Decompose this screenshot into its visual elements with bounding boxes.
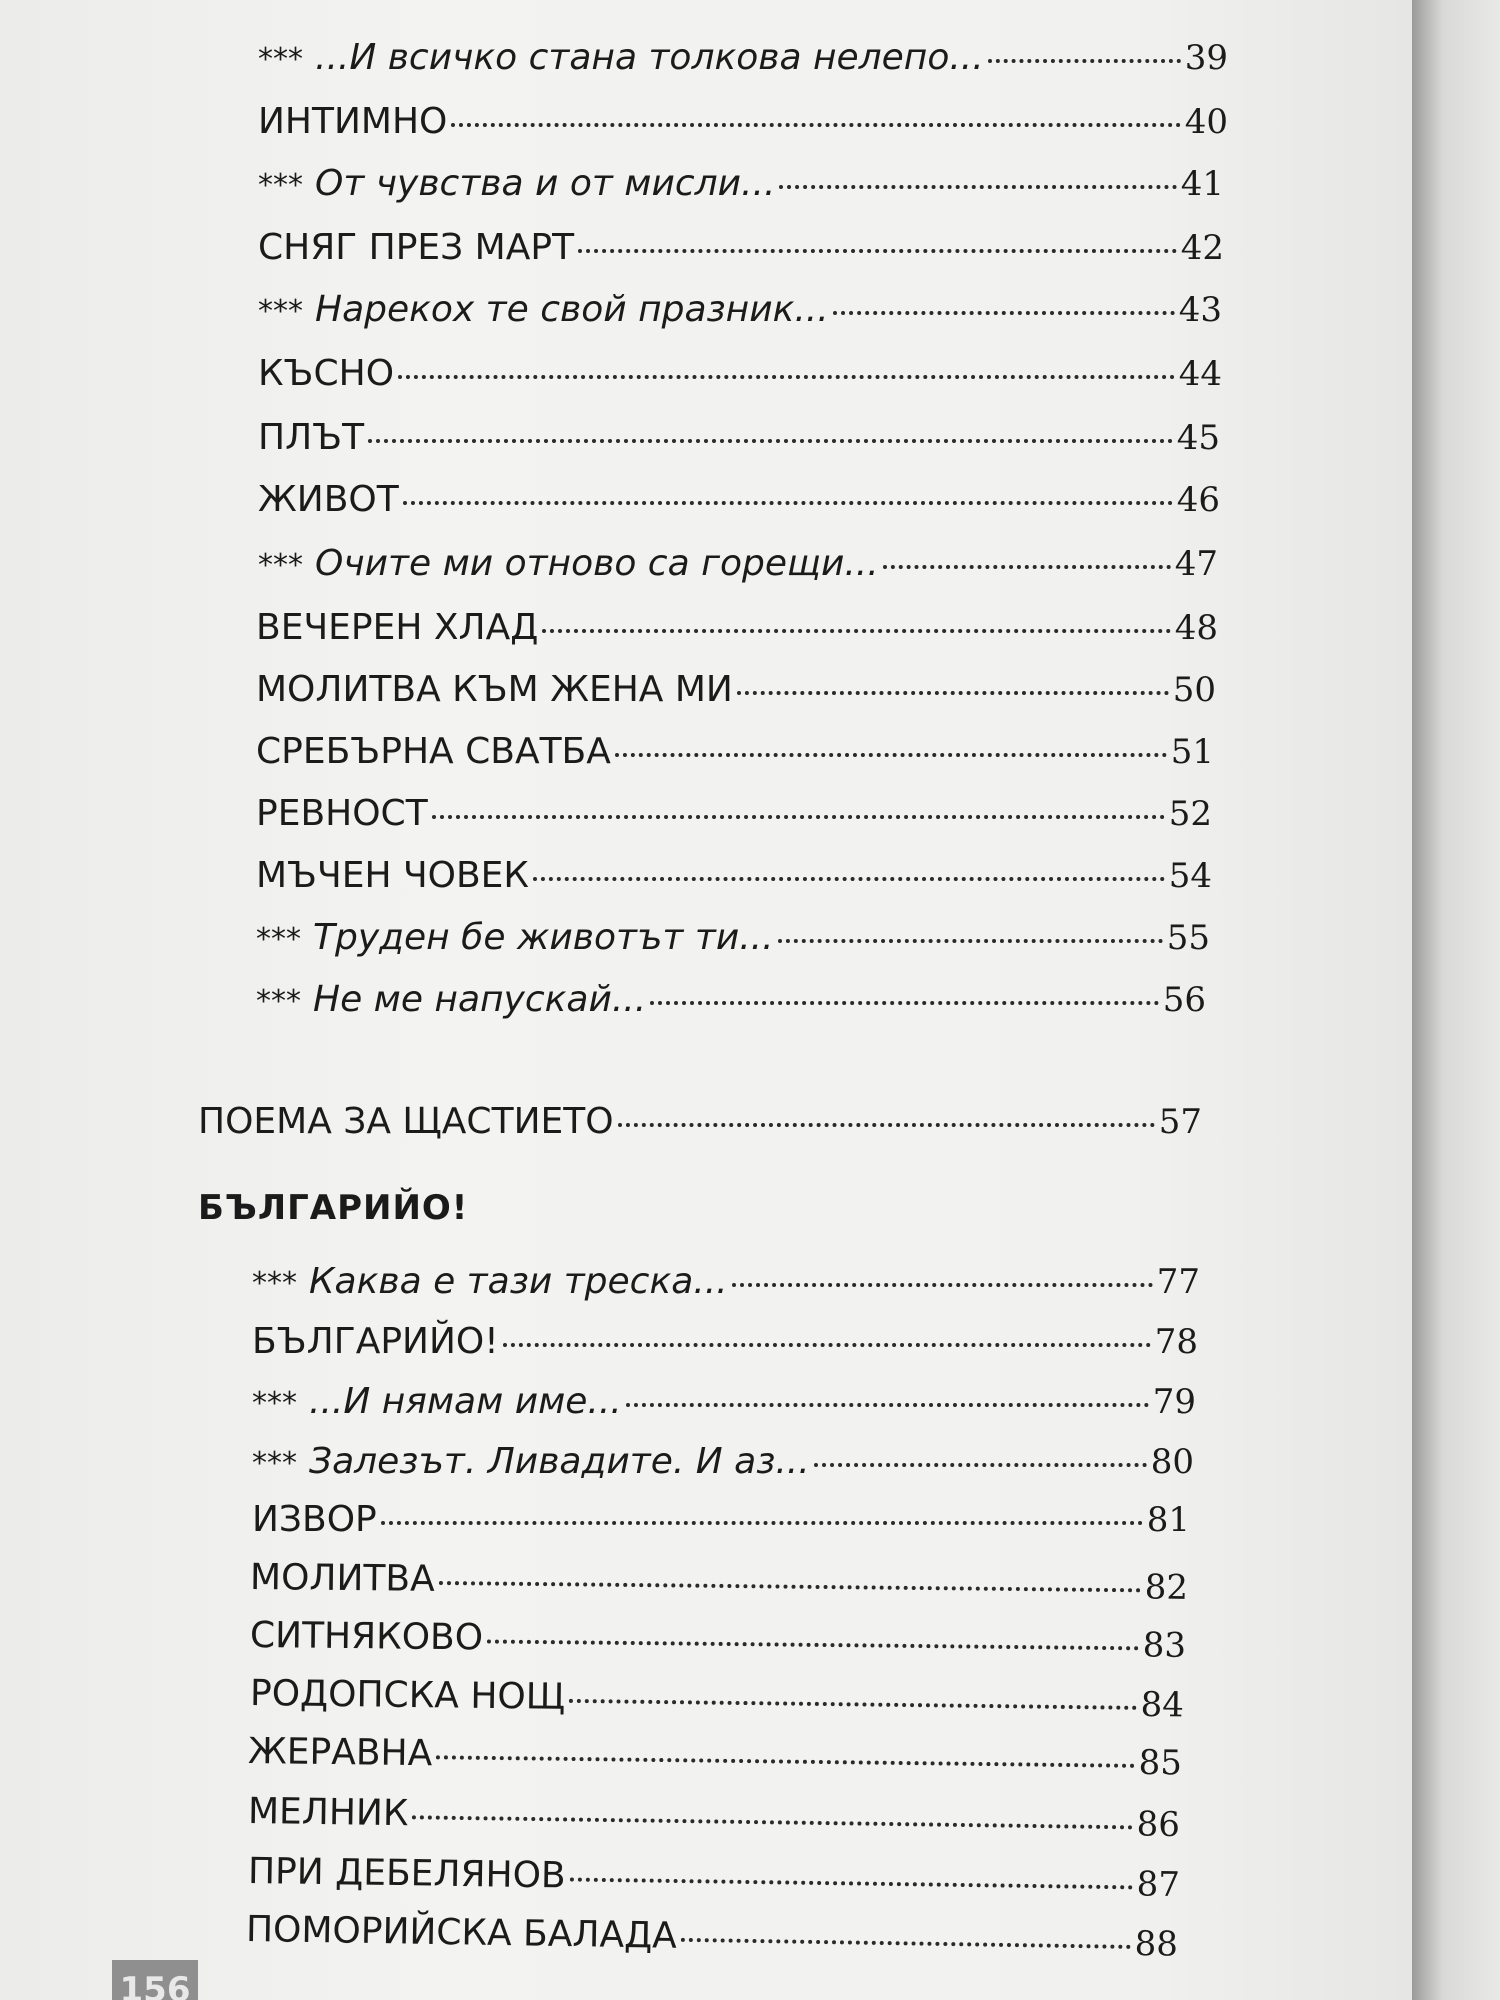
toc-entry: [248, 1788, 1181, 1849]
dot-leader: [436, 1755, 1134, 1768]
dot-leader: [570, 1877, 1133, 1889]
entry-title: ИНТИМНО: [258, 101, 448, 142]
dot-leader: [681, 1938, 1131, 1949]
toc-entry: [258, 98, 1228, 146]
entry-stars: ***: [252, 1386, 297, 1421]
toc-entry: [246, 1906, 1179, 1969]
entry-title: КЪСНО: [258, 353, 395, 394]
entry-page: 55: [1166, 918, 1210, 958]
entry-title: МЕЛНИК: [247, 1791, 409, 1835]
entry-title: ...И нямам име...: [309, 1381, 622, 1422]
toc-entry: [248, 1728, 1183, 1787]
entry-title: Очите ми отново са горещи...: [315, 543, 879, 584]
entry-title: От чувства и от мисли...: [315, 163, 776, 204]
entry-page: 86: [1136, 1804, 1181, 1846]
dot-leader: [737, 691, 1169, 695]
entry-title: РОДОПСКА НОЩ: [249, 1673, 566, 1718]
entry-title: МЪЧЕН ЧОВЕК: [256, 855, 529, 896]
entry-page: 45: [1176, 418, 1220, 458]
entry-stars: ***: [258, 294, 303, 329]
toc-entry: [258, 286, 1222, 336]
toc-entry: [256, 976, 1206, 1026]
entry-stars: ***: [256, 984, 301, 1019]
toc-entry: [258, 34, 1228, 84]
entry-title: ЖИВОТ: [258, 479, 399, 520]
book-gutter: [1412, 0, 1500, 2000]
entry-page: 82: [1144, 1567, 1189, 1608]
toc-entry: [250, 1670, 1185, 1729]
dot-leader: [503, 1343, 1151, 1347]
toc-entry: [256, 666, 1216, 714]
toc-entry: [256, 852, 1212, 900]
dot-leader: [779, 185, 1176, 189]
dot-leader: [578, 249, 1177, 253]
toc-entry: [258, 160, 1224, 210]
dot-leader: [487, 1639, 1139, 1650]
entry-page: 51: [1170, 732, 1214, 772]
dot-leader: [778, 939, 1163, 943]
entry-page: 57: [1158, 1102, 1202, 1142]
entry-page: 85: [1138, 1742, 1183, 1784]
entry-page: 47: [1174, 544, 1218, 584]
section-heading: БЪЛГАРИЙО!: [198, 1188, 469, 1228]
dot-leader: [732, 1283, 1153, 1287]
entry-title: ВЕЧЕРЕН ХЛАД: [256, 607, 539, 648]
entry-stars: ***: [258, 42, 303, 77]
toc-entry: [256, 790, 1212, 838]
toc-entry-poem: [198, 1098, 1202, 1146]
dot-leader: [412, 1815, 1132, 1829]
entry-page: 78: [1154, 1322, 1198, 1362]
dot-leader: [618, 1123, 1155, 1127]
entry-title: СИТНЯКОВО: [249, 1615, 484, 1659]
entry-stars: ***: [258, 548, 303, 583]
toc-entry: [250, 1612, 1186, 1670]
entry-title: Каква е тази треска...: [309, 1261, 728, 1302]
dot-leader: [533, 877, 1165, 881]
entry-page: 83: [1142, 1625, 1187, 1666]
entry-page: 44: [1178, 354, 1222, 394]
dot-leader: [542, 629, 1170, 633]
entry-title: РЕВНОСТ: [256, 793, 428, 834]
entry-page: 88: [1134, 1923, 1179, 1965]
entry-title: ПРИ ДЕБЕЛЯНОВ: [247, 1851, 566, 1897]
entry-page: 54: [1168, 856, 1212, 896]
toc-entry: [258, 224, 1224, 272]
entry-title: ПЛЪТ: [258, 417, 365, 458]
dot-leader: [883, 565, 1171, 569]
entry-page: 80: [1150, 1442, 1194, 1482]
entry-page: 77: [1156, 1262, 1200, 1302]
entry-page: 41: [1180, 164, 1224, 204]
page-number: 156: [112, 1960, 198, 2000]
toc-entry: [258, 350, 1222, 398]
entry-title: ПОМОРИЙСКА БАЛАДА: [245, 1909, 678, 1957]
dot-leader: [381, 1521, 1143, 1525]
toc-entry: [252, 1318, 1198, 1366]
dot-leader: [439, 1581, 1141, 1592]
entry-stars: ***: [256, 922, 301, 957]
entry-page: 43: [1178, 290, 1222, 330]
dot-leader: [814, 1463, 1147, 1467]
entry-page: 52: [1168, 794, 1212, 834]
entry-stars: ***: [252, 1266, 297, 1301]
entry-title: Труден бе животът ти...: [313, 917, 774, 958]
toc-entry: [248, 1848, 1181, 1909]
toc-entry: [252, 1378, 1196, 1428]
dot-leader: [432, 815, 1165, 819]
entry-page: 46: [1176, 480, 1220, 520]
entry-title: Не ме напускай...: [313, 979, 647, 1020]
toc-entry: [258, 540, 1218, 590]
entry-page: 56: [1162, 980, 1206, 1020]
toc-entry: [256, 604, 1218, 652]
dot-leader: [451, 123, 1180, 127]
dot-leader: [403, 501, 1173, 505]
entry-title: БЪЛГАРИЙО!: [252, 1321, 499, 1362]
entry-page: 48: [1174, 608, 1218, 648]
dot-leader: [626, 1403, 1149, 1407]
entry-title: ПОЕМА ЗА ЩАСТИЕТО: [198, 1101, 614, 1142]
dot-leader: [398, 375, 1175, 379]
entry-page: 84: [1140, 1684, 1185, 1726]
dot-leader: [988, 59, 1181, 63]
toc-entry: [252, 1438, 1194, 1488]
entry-title: СРЕБЪРНА СВАТБА: [256, 731, 611, 772]
toc-entry: [258, 476, 1220, 524]
dot-leader: [833, 311, 1175, 315]
dot-leader: [650, 1001, 1159, 1005]
entry-title: МОЛИТВА: [249, 1557, 435, 1600]
dot-leader: [615, 753, 1167, 757]
entry-page: 39: [1184, 38, 1228, 78]
entry-title: ИЗВОР: [252, 1499, 377, 1540]
entry-title: Нарекох те свой празник...: [315, 289, 829, 330]
toc-entry: [252, 1258, 1200, 1308]
toc-entry: [252, 1496, 1190, 1544]
entry-page: 81: [1146, 1500, 1190, 1540]
entry-page: 50: [1172, 670, 1216, 710]
dot-leader: [569, 1699, 1137, 1710]
dot-leader: [368, 439, 1173, 443]
toc-entry: [256, 914, 1210, 964]
entry-stars: ***: [252, 1446, 297, 1481]
entry-title: ЖЕРАВНА: [247, 1731, 433, 1775]
toc-entry: [258, 414, 1220, 462]
entry-title: ...И всичко стана толкова нелепо...: [315, 37, 984, 78]
toc-entry: [256, 728, 1214, 776]
entry-title: Залезът. Ливадите. И аз...: [309, 1441, 810, 1482]
entry-page: 42: [1180, 228, 1224, 268]
entry-page: 40: [1184, 102, 1228, 142]
entry-page: 87: [1136, 1864, 1181, 1906]
entry-stars: ***: [258, 168, 303, 203]
entry-title: МОЛИТВА КЪМ ЖЕНА МИ: [256, 669, 733, 710]
entry-page: 79: [1152, 1382, 1196, 1422]
entry-title: СНЯГ ПРЕЗ МАРТ: [258, 227, 575, 268]
toc-entry: [250, 1554, 1188, 1612]
